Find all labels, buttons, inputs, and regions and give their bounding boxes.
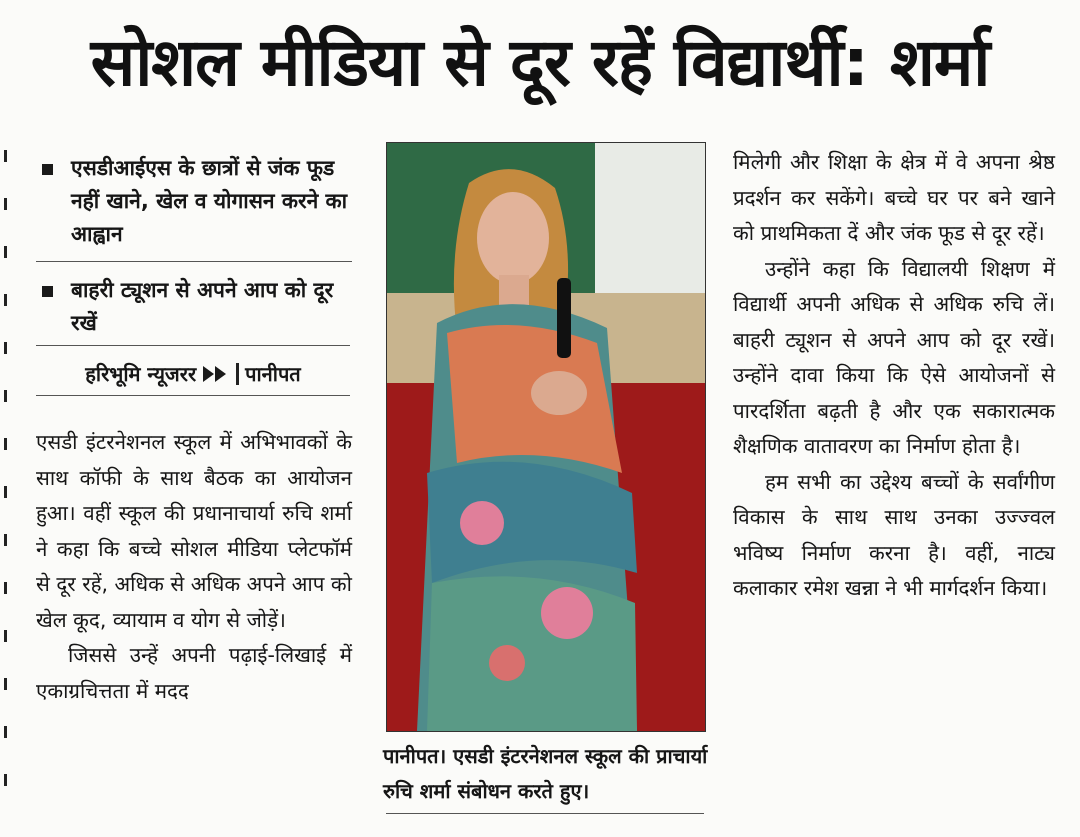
article-photo <box>386 142 706 732</box>
highlight-item <box>36 148 352 261</box>
article-paragraph: एसडी इंटरनेशनल स्कूल में अभिभावकों के साथ कॉफी के साथ बैठक का आयोजन हुआ। वहीं स्कूल की प्रधानाचार्या रुचि शर्मा ने कहा कि बच्चे सोशल मीडिया प्लेटफॉर्म से दूर रहें, अधिक से अधिक अपने आप को खेल कूद, व्यायाम व योग से जोड़ें। <box>36 430 352 632</box>
square-bullet-icon <box>42 164 53 175</box>
byline <box>36 345 350 396</box>
article-paragraph: जिससे उन्हें अपनी पढ़ाई-लिखाई में एकाग्रचित्तता में मदद <box>36 643 352 703</box>
square-bullet-icon <box>42 286 53 297</box>
article-paragraph: उन्होंने कहा कि विद्यालयी शिक्षण में विद्यार्थी अपनी अधिक से अधिक रुचि लें। बाहरी ट्यूशन से अपने आप को दूर रखें। उन्होंने दावा किया कि ऐसे आयोजनों से पारदर्शिता बढ़ती है और एक सकारात्मक शैक्षणिक वातावरण का निर्माण होता है। <box>733 256 1055 458</box>
caption-divider <box>386 813 704 814</box>
highlight-text: एसडीआईएस के छात्रों से जंक फूड नहीं खाने, खेल व योगासन करने का आह्वान <box>71 156 348 246</box>
highlights-box <box>36 148 352 350</box>
byline-separator <box>236 363 239 385</box>
caption-text: एसडी इंटरनेशनल स्कूल की प्राचार्या रुचि शर्मा संबोधन करते हुए। <box>383 744 708 803</box>
caption-place: पानीपत। <box>383 744 447 768</box>
article-paragraph: मिलेगी और शिक्षा के क्षेत्र में वे अपना श्रेष्ठ प्रदर्शन कर सकेंगे। बच्चे घर पर बने खाने को प्राथमिकता दें और जंक फूड से दूर रहें। <box>733 150 1055 245</box>
article-paragraph: हम सभी का उद्देश्य बच्चों के सर्वांगीण विकास के साथ साथ उनका उज्ज्वल भविष्य निर्माण करना है। वहीं, नाट्य कलाकार रमेश खन्ना ने भी मार्गदर्शन किया। <box>733 469 1055 600</box>
column-edge-marks <box>4 150 7 830</box>
headline: सोशल मीडिया से दूर रहें विद्यार्थी: शर्मा <box>90 24 990 101</box>
article-column-left <box>36 425 352 709</box>
byline-source: हरिभूमि न्यूजरर <box>85 362 197 386</box>
fast-forward-icon <box>202 364 230 384</box>
highlight-text: बाहरी ट्यूशन से अपने आप को दूर रखें <box>71 278 334 335</box>
byline-location: पानीपत <box>245 362 301 386</box>
photo-caption <box>383 739 709 809</box>
highlight-item <box>36 261 352 350</box>
article-column-right <box>733 145 1055 607</box>
